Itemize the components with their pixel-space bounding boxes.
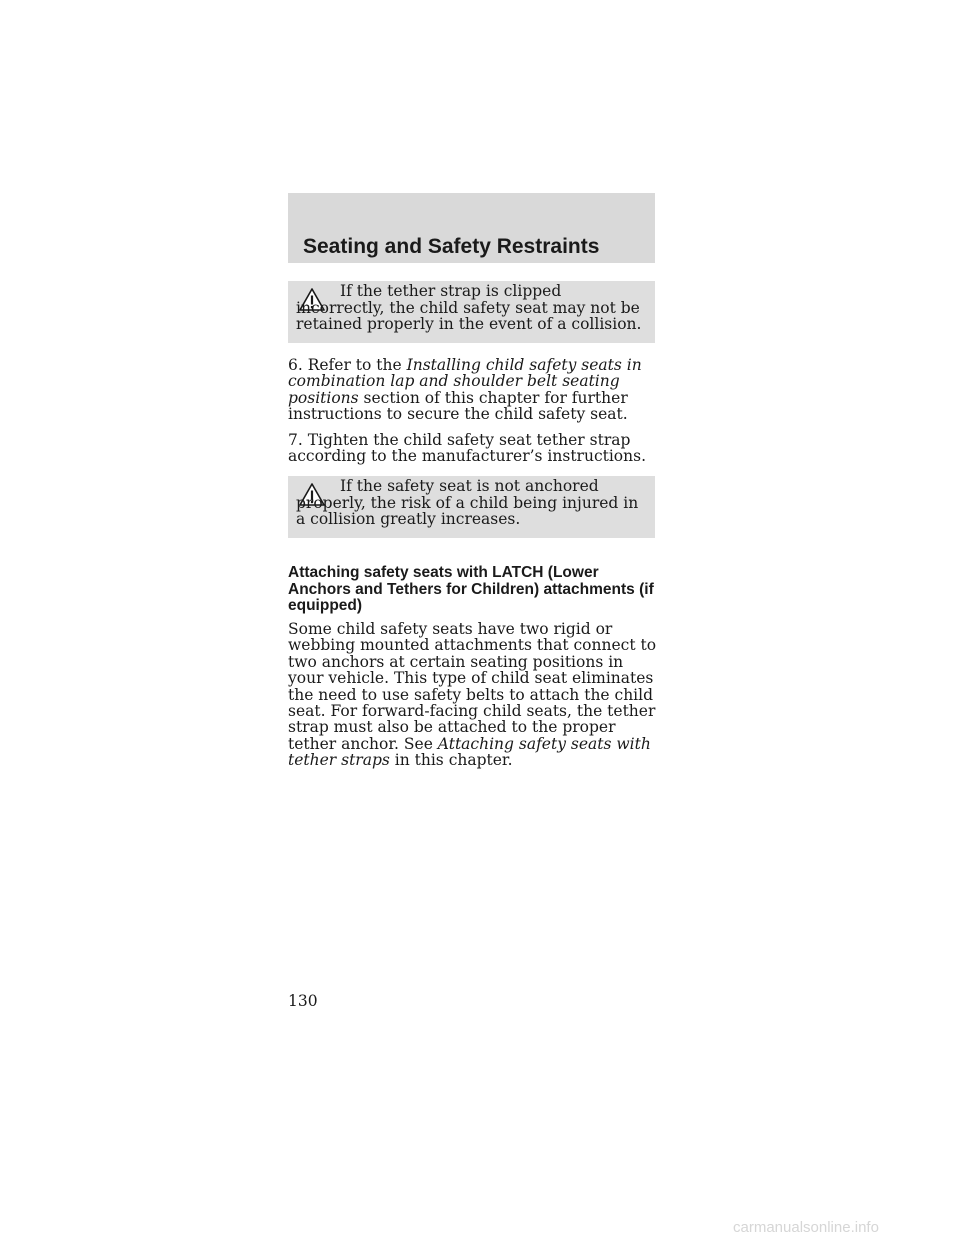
latch-heading: Attaching safety seats with LATCH (Lower Anchors and Tethers for Children) attachments (if equipped) bbox=[288, 564, 654, 614]
step-6-lead: 6. Refer to the bbox=[288, 356, 407, 374]
warning-box-tether-clip bbox=[288, 281, 655, 343]
step-7-paragraph: 7. Tighten the child safety seat tether strap according to the manufacturer’s instructions. bbox=[288, 431, 647, 466]
warning-text: If the safety seat is not anchored properly, the risk of a child being injured in a collision greatly increases. bbox=[296, 477, 639, 528]
watermark: carmanualsonline.info bbox=[733, 1219, 879, 1236]
warning-text: If the tether strap is clipped incorrectly, the child safety seat may not be retained properly in the event of a collision. bbox=[296, 282, 642, 333]
step-6-paragraph bbox=[288, 357, 660, 423]
step-6-tail: section of this chapter for further instructions to secure the child safety seat. bbox=[288, 388, 628, 424]
section-title: Seating and Safety Restraints bbox=[303, 235, 600, 258]
latch-body-paragraph bbox=[288, 621, 660, 769]
latch-body-tail: in this chapter. bbox=[389, 751, 513, 770]
page-number: 130 bbox=[288, 992, 318, 1010]
warning-box-anchor bbox=[288, 476, 655, 538]
latch-section-reference: Attaching safety seats with tether straps bbox=[288, 734, 651, 770]
step-6-section-reference: Installing child safety seats in combination lap and shoulder belt seating positions bbox=[288, 356, 642, 407]
latch-body-lead: Some child safety seats have two rigid or webbing mounted attachments that connect to two anchors at certain seating positions in your vehicle. This type of child seat eliminates the need to use safety belts to attach the child seat. For forward-facing child seats, the tether strap must also be attached to the proper tether anchor. See bbox=[288, 620, 657, 753]
